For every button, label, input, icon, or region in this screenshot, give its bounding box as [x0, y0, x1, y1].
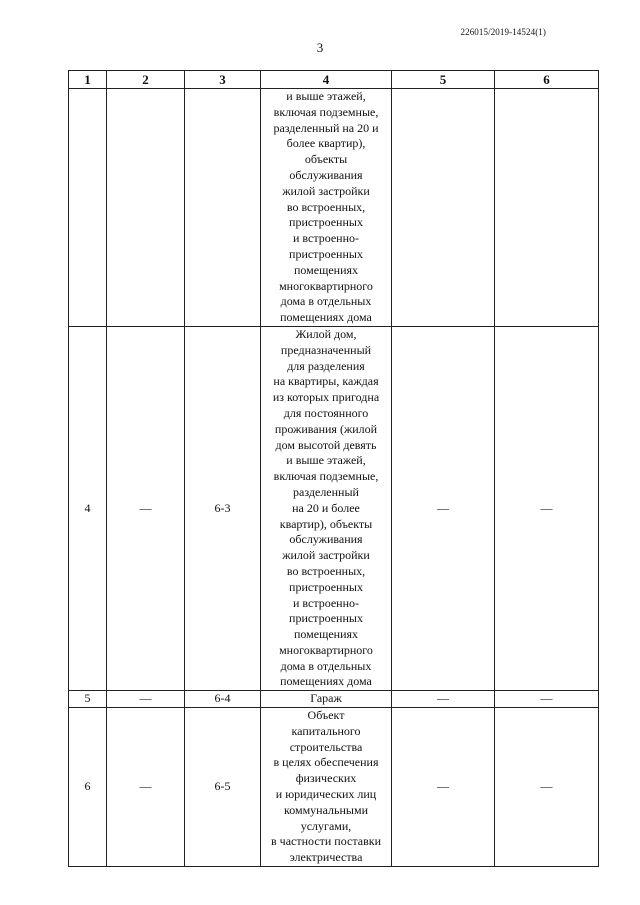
dash-value: — — [139, 691, 152, 706]
column-header-6: 6 — [495, 71, 599, 89]
table-row — [69, 89, 599, 327]
description-line: дома в отдельных — [280, 294, 372, 309]
column-header-5: 5 — [392, 71, 495, 89]
table-cell-col-5 — [392, 708, 495, 867]
description-line: объекты — [304, 152, 348, 167]
description-line: помещениях — [293, 627, 359, 642]
description-line: физических — [295, 771, 357, 786]
zoning-table — [68, 70, 599, 867]
description-line: помещениях дома — [280, 674, 372, 689]
description-line: включая подземные, — [273, 104, 379, 119]
description-line: пристроенных — [289, 611, 363, 626]
cell-value: 6-3 — [214, 500, 231, 515]
description-line: включая подземные, — [273, 469, 379, 484]
description-line: разделенный на 20 и — [273, 120, 379, 135]
column-header-1: 1 — [69, 71, 107, 89]
description-line: помещениях дома — [280, 310, 372, 325]
description-line: обслуживания — [289, 532, 363, 547]
table-cell-col-3 — [185, 708, 261, 867]
column-header-3: 3 — [185, 71, 261, 89]
table-cell-col-6 — [495, 326, 599, 690]
table-cell-col-5 — [392, 326, 495, 690]
page-number: 3 — [316, 40, 324, 55]
table-cell-col-4 — [261, 89, 392, 327]
description-line: строительства — [289, 739, 363, 754]
table-cell-col-5 — [392, 89, 495, 327]
description-line: проживания (жилой — [274, 421, 378, 436]
table-body — [69, 89, 599, 867]
column-header-2: 2 — [107, 71, 185, 89]
description-line: многоквартирного — [279, 642, 373, 657]
cell-value: 6 — [84, 779, 91, 794]
description-line: Жилой дом, — [295, 326, 357, 341]
dash-value: — — [437, 500, 449, 515]
dash-value: — — [139, 779, 152, 794]
description-line: для разделения — [287, 358, 365, 373]
dash-value: — — [540, 779, 553, 794]
description-line: для постоянного — [283, 405, 369, 420]
table-cell-col-6 — [495, 89, 599, 327]
dash-value: — — [437, 691, 449, 706]
table-cell-col-1 — [69, 326, 107, 690]
table-cell-col-3 — [185, 691, 261, 708]
description-line: Объект — [307, 708, 345, 723]
description-line: во встроенных, — [286, 563, 366, 578]
description-line: и юридических лиц — [275, 787, 377, 802]
description-line: помещениях — [293, 262, 359, 277]
document-id: 226015/2019-14524(1) — [460, 27, 546, 37]
description-line: в частности поставки — [271, 834, 381, 849]
description-line: и выше этажей, — [286, 453, 366, 468]
table-cell-col-4 — [261, 691, 392, 708]
table-cell-col-3 — [185, 326, 261, 690]
description-line: из которых пригодна — [272, 390, 380, 405]
table-row — [69, 326, 599, 690]
table-cell-col-4 — [261, 326, 392, 690]
table-row — [69, 708, 599, 867]
description-line: в целях обеспечения — [273, 755, 379, 770]
description-line: и выше этажей, — [286, 89, 366, 103]
description-line: жилой застройки — [282, 548, 370, 563]
table-cell-col-6 — [495, 691, 599, 708]
description-line: электричества — [289, 850, 363, 865]
description-line: пристроенных — [289, 215, 363, 230]
cell-value: 6-4 — [214, 691, 231, 706]
description-line: пристроенных — [289, 246, 363, 261]
description-line: коммунальными — [284, 802, 368, 817]
description-line: на квартиры, каждая — [273, 374, 379, 389]
table-header-row — [69, 71, 599, 89]
table-cell-col-2 — [107, 708, 185, 867]
table-cell-col-2 — [107, 89, 185, 327]
column-header-4: 4 — [261, 71, 392, 89]
table-cell-col-6 — [495, 708, 599, 867]
table-cell-col-5 — [392, 691, 495, 708]
description-line: и встроенно- — [292, 231, 360, 246]
cell-value: 6-5 — [214, 779, 231, 794]
table-cell-col-2 — [107, 691, 185, 708]
description-line: услугами, — [300, 818, 352, 833]
description-line: Гараж — [310, 691, 342, 706]
table-cell-col-1 — [69, 89, 107, 327]
description-line: более квартир), — [286, 136, 366, 151]
description-line: квартир), объекты — [279, 516, 373, 531]
description-line: во встроенных, — [286, 199, 366, 214]
cell-value: 5 — [84, 691, 91, 706]
description-line: на 20 и более — [292, 500, 360, 515]
cell-value: 4 — [84, 500, 91, 515]
table-cell-col-2 — [107, 326, 185, 690]
description-line: жилой застройки — [282, 183, 370, 198]
table-cell-col-3 — [185, 89, 261, 327]
table-cell-col-4 — [261, 708, 392, 867]
description-line: и встроенно- — [292, 595, 360, 610]
table-cell-col-1 — [69, 691, 107, 708]
description-line: пристроенных — [289, 579, 363, 594]
description-line: многоквартирного — [279, 278, 373, 293]
description-line: капитального — [291, 723, 361, 738]
description-line: дома в отдельных — [280, 658, 372, 673]
description-line: обслуживания — [289, 167, 363, 182]
dash-value: — — [437, 779, 449, 794]
description-line: разделенный — [293, 484, 359, 499]
table-cell-col-1 — [69, 708, 107, 867]
description-line: предназначенный — [280, 342, 372, 357]
dash-value: — — [139, 500, 152, 515]
description-line: дом высотой девять — [275, 437, 377, 452]
dash-value: — — [540, 691, 553, 706]
table-row — [69, 691, 599, 708]
dash-value: — — [540, 500, 553, 515]
